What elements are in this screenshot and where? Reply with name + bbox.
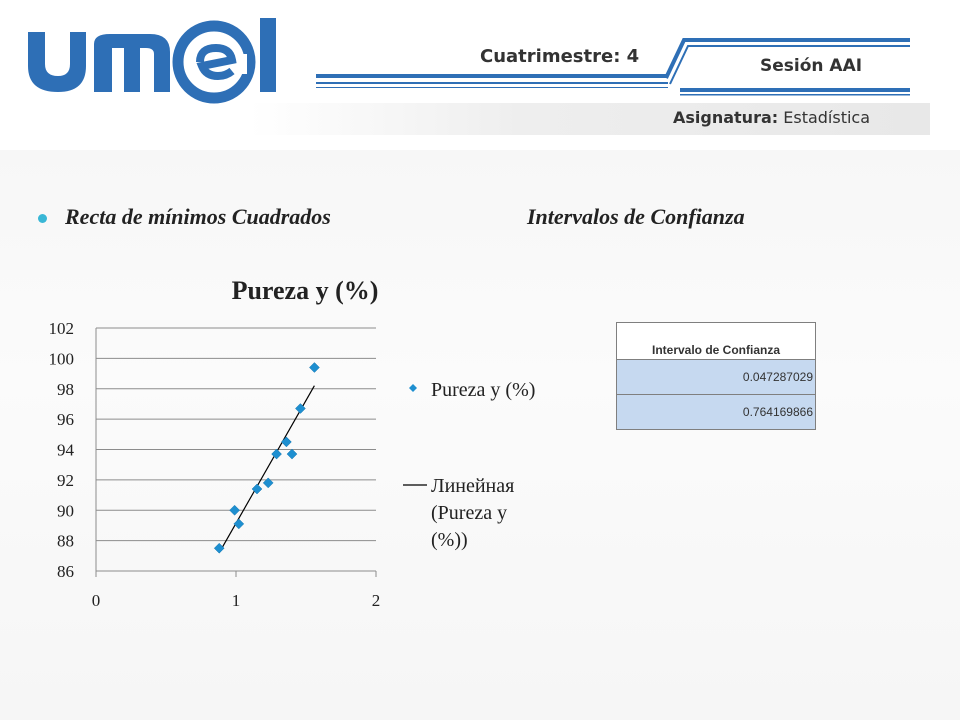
legend-marker-scatter (409, 384, 417, 392)
heading-confidence-intervals: Intervalos de Confianza (527, 204, 745, 229)
y-tick-label: 96 (57, 410, 74, 430)
cuatrimestre-label: Cuatrimestre: 4 (480, 46, 640, 67)
y-tick-label: 86 (57, 562, 74, 581)
y-tick-label: 100 (48, 349, 74, 369)
table-header: Intervalo de Confianza (617, 323, 816, 360)
bullet-dot (38, 214, 47, 223)
x-tick-label: 2 (371, 591, 381, 610)
sesion-label: Sesión AAI (760, 56, 863, 76)
data-point (287, 449, 297, 459)
data-point (281, 437, 291, 447)
x-tick-label: 1 (231, 591, 241, 610)
asignatura-label: Asignatura: (673, 108, 779, 127)
data-point (230, 505, 240, 515)
data-point (214, 543, 224, 553)
asignatura-line (673, 108, 870, 127)
confidence-interval-table (616, 322, 816, 430)
heading-least-squares: Recta de mínimos Cuadrados (65, 204, 331, 229)
y-tick-label: 90 (57, 501, 74, 521)
umel-logo (20, 14, 310, 104)
asignatura-value: Estadística (783, 108, 871, 127)
y-tick-label: 92 (57, 470, 74, 490)
legend-label-trendline: Линейная (Pureza y (%)) (431, 475, 520, 551)
y-tick-label: 88 (57, 531, 74, 551)
table-cell-upper: 0.764169866 (617, 395, 816, 430)
data-point (234, 519, 244, 529)
chart-title: Pureza y (%) (231, 276, 379, 305)
data-point (309, 362, 319, 372)
x-tick-label: 0 (91, 591, 101, 610)
table-cell-lower: 0.047287029 (617, 360, 816, 395)
scatter-chart (0, 260, 600, 630)
y-tick-label: 98 (57, 379, 74, 399)
legend-label-scatter: Pureza y (%) (431, 379, 536, 401)
y-tick-label: 94 (57, 440, 74, 460)
y-tick-label: 102 (48, 319, 74, 338)
